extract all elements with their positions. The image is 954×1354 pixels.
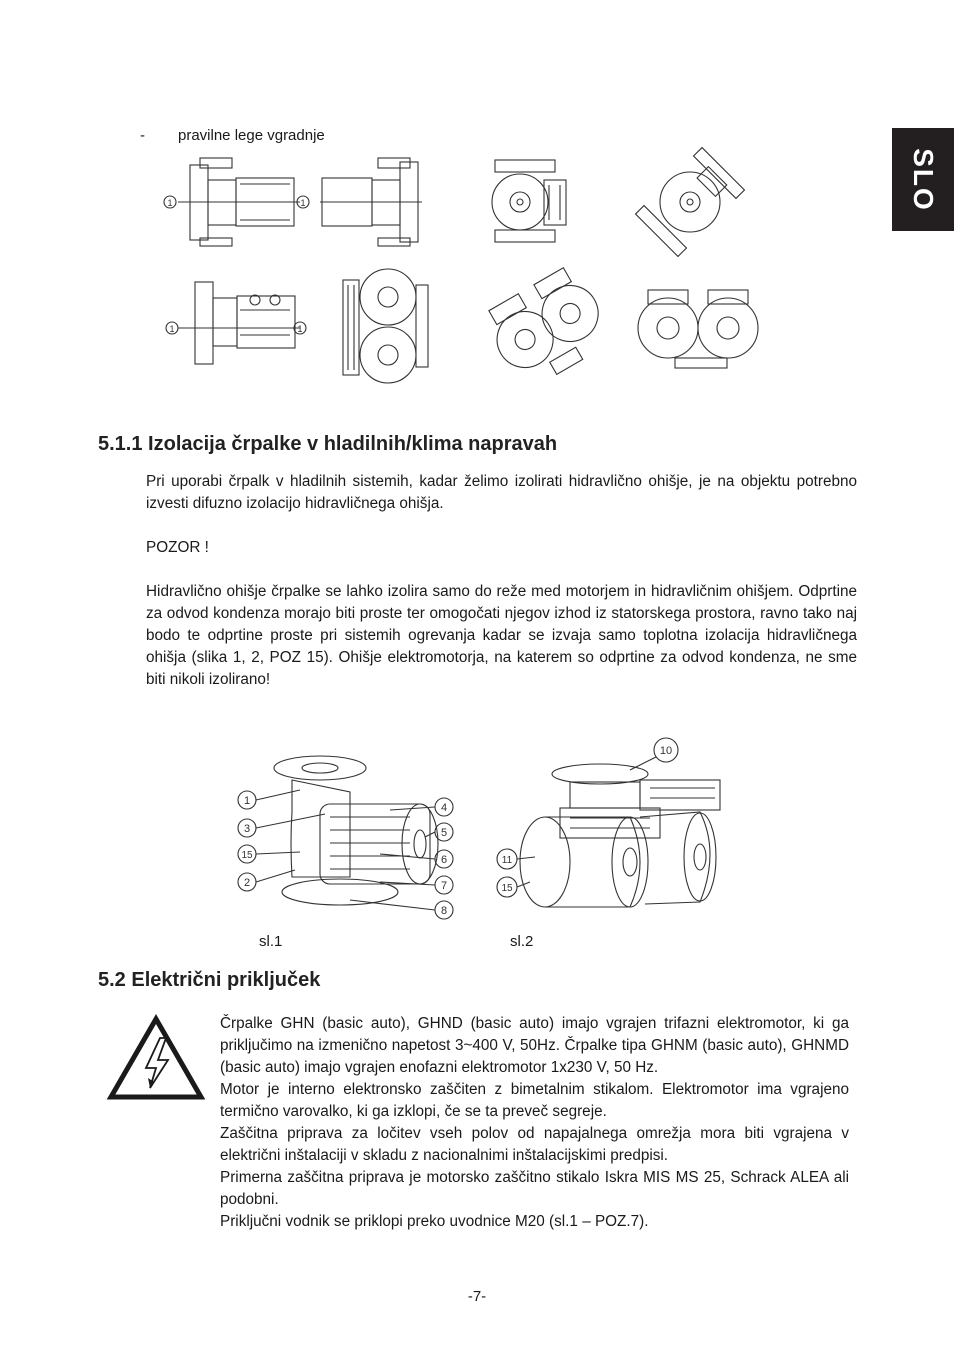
installation-positions-figure xyxy=(160,150,760,395)
figure-sl2-twin-pump xyxy=(490,732,730,917)
section-52-para: Črpalke GHN (basic auto), GHND (basic auto) imajo vgrajen trifazni elektromotor, ki ga priključimo na izmenično napetost 3~400 V, 50Hz. Črpalke tipa GHNM (basic auto), GHNMD (basic auto) imajo vgrajen enofazni elektromotor 1x230 V, 50 Hz. xyxy=(220,1015,849,1076)
figure-sl2-caption: sl.2 xyxy=(510,933,534,950)
callout-7 xyxy=(380,876,453,894)
svg-text:15: 15 xyxy=(501,883,513,894)
callout-5 xyxy=(425,823,453,841)
svg-text:1: 1 xyxy=(243,795,251,807)
svg-text:1: 1 xyxy=(167,198,173,208)
svg-text:4: 4 xyxy=(440,802,448,814)
svg-text:10: 10 xyxy=(659,745,673,757)
position-marker-1a xyxy=(164,196,176,208)
svg-text:3: 3 xyxy=(243,823,251,835)
warning-label: POZOR ! xyxy=(146,539,209,556)
svg-text:6: 6 xyxy=(440,854,448,866)
callout-10 xyxy=(630,738,678,770)
section-52-para: Zaščitna priprava za ločitev vseh polov od napajalnega omrežja mora biti vgrajena v električni inštalaciji v skladu z nacionalnimi inštalacijskimi predpisi. xyxy=(220,1125,849,1164)
section-52-para: Priključni vodnik se priklopi preko uvodnice M20 (sl.1 – POZ.7). xyxy=(220,1213,649,1230)
section-52-para: Primerna zaščitna priprava je motorsko zaščitno stikalo Iskra MIS MS 25, Schrack ALEA ali podobni. xyxy=(220,1169,849,1208)
figure-sl1-pump xyxy=(230,752,460,922)
section-52-body xyxy=(220,1013,849,1233)
svg-text:2: 2 xyxy=(243,877,251,889)
high-voltage-warning-icon xyxy=(108,1016,204,1100)
section-52-para: Motor je interno elektronsko zaščiten z bimetalnim stikalom. Elektromotor ima vgrajeno termično varovalko, ki ga izklopi, če se ta preveč segreje. xyxy=(220,1081,849,1120)
svg-text:5: 5 xyxy=(440,827,448,839)
position-marker-1c xyxy=(166,322,178,334)
pump-drawing-horizontal-a xyxy=(178,158,300,246)
svg-text:1: 1 xyxy=(300,198,306,208)
install-note-text: pravilne lege vgradnje xyxy=(178,127,325,144)
pump-drawing-horizontal-c xyxy=(178,282,303,364)
twin-pump-drawing-rotated xyxy=(479,262,617,393)
callout-11 xyxy=(497,849,535,869)
callout-15b xyxy=(497,877,530,897)
svg-text:8: 8 xyxy=(440,905,448,917)
callout-6 xyxy=(380,850,453,868)
section-511-para2: Hidravlično ohišje črpalke se lahko izolira samo do reže med motorjem in hidravličnim ohišjem. Odprtine za odvod kondenza morajo biti proste ter omogočati njegov izhod iz statorskega prostora, ravno tako naj bodo te odprtine proste pri sistemih ogrevanja kadar se izvaja samo toplotna izolacija hidravličnega ohišja (slika 1, 2, POZ 15). Ohišje elektromotorja, na katerem so odprtine za odvod kondenza, ne sme biti nikoli izolirano! xyxy=(146,583,857,688)
section-52-title: 5.2 Električni priključek xyxy=(98,969,321,991)
callout-4 xyxy=(390,798,453,816)
language-tab xyxy=(892,128,954,231)
callout-1 xyxy=(238,790,300,809)
svg-text:1: 1 xyxy=(169,324,175,334)
pump-drawing-front-rotated xyxy=(636,148,745,257)
page-number: -7- xyxy=(467,1288,487,1305)
figure-sl1-caption: sl.1 xyxy=(259,933,283,950)
callout-8 xyxy=(350,900,453,919)
svg-text:11: 11 xyxy=(501,855,513,866)
svg-text:7: 7 xyxy=(440,880,448,892)
pump-drawing-front-a xyxy=(492,160,566,242)
language-tab-label: SLO xyxy=(908,147,939,212)
twin-pump-drawing-horizontal xyxy=(638,290,758,368)
pump-drawing-horizontal-b xyxy=(320,158,422,246)
callout-3 xyxy=(238,814,325,837)
section-511-title: 5.1.1 Izolacija črpalke v hladilnih/klima napravah xyxy=(98,433,558,455)
section-511-para1: Pri uporabi črpalk v hladilnih sistemih, kadar želimo izolirati hidravlično ohišje, je na objektu potrebno izvesti difuzno izolacijo hidravličnega ohišja. xyxy=(146,473,857,512)
svg-text:1: 1 xyxy=(297,324,303,334)
callout-2 xyxy=(238,870,295,891)
twin-pump-drawing-vertical xyxy=(343,269,428,383)
svg-text:15: 15 xyxy=(241,850,253,861)
bullet-dash: - xyxy=(140,127,145,144)
